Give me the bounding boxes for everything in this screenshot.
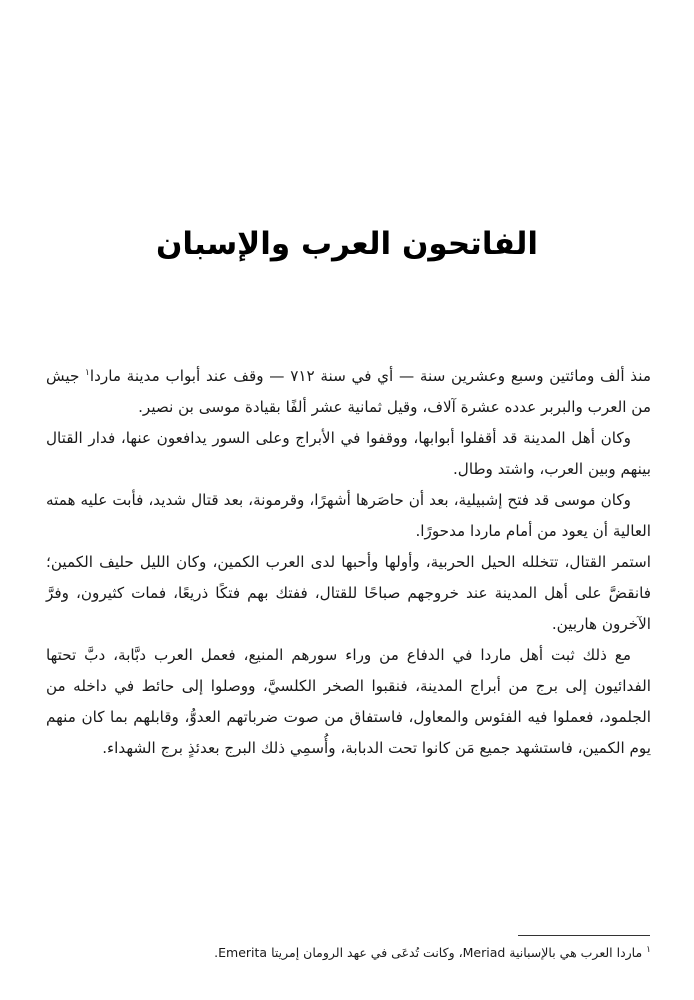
- paragraph-2: وكان أهل المدينة قد أقفلوا أبوابها، ووقفوا في الأبراج وعلى السور يدافعون عنها، فدار القتال بينهم وبين العرب، واشتد وطال.: [46, 429, 651, 478]
- footnote: [40, 942, 651, 964]
- paragraph-1-text: منذ ألف ومائتين وسبع وعشرين سنة — أي في سنة ٧١٢ — وقف عند أبواب مدينة ماردا: [89, 367, 651, 385]
- chapter-body: [46, 361, 651, 764]
- chapter-title: الفاتحون العرب والإسبان: [155, 226, 539, 262]
- footnote-number: ١: [646, 944, 651, 955]
- paragraph-5: مع ذلك ثبت أهل ماردا في الدفاع من وراء سورهم المنيع، فعمل العرب دبَّابة، دبَّ تحتها الفدائيون إلى برج من أبراج المدينة، فنقبوا الصخر الكلسيَّ، ووصلوا إلى حائط في داخله من الجلمود، فعملوا فيه الفئوس والمعاول، فاستفاق من صوت ضرباتهم العدوُّ، وقابلهم بما كان منهم يوم الكمين، فاستشهد جميع مَن كانوا تحت الدبابة، وأُسمِي ذلك البرج بعدئذٍ برج الشهداء.: [46, 646, 651, 757]
- paragraph-4: استمر القتال، تتخلله الحيل الحربية، وأولها وأحبها لدى العرب الكمين، وكان الليل حليف الكمين؛ فانقضَّ على أهل المدينة عند خروجهم صباحًا للقتال، ففتك بهم فتكًا ذريعًا، فمات كثيرون، وفرَّ الآخرون هاربين.: [46, 553, 651, 633]
- footnote-divider: [518, 935, 650, 936]
- footnote-text: ماردا العرب هي بالإسبانية Meriad، وكانت تُدعَى في عهد الرومان إمريتا Emerita.: [214, 945, 647, 960]
- footnote-reference: ١: [85, 367, 90, 378]
- paragraph-1: [46, 361, 651, 423]
- paragraph-3: وكان موسى قد فتح إشبيلية، بعد أن حاصَرها أشهرًا، وقرمونة، بعد قتال شديد، فأبت عليه همته العالية أن يعود من أمام ماردا مدحورًا.: [46, 491, 651, 540]
- paragraph-1-text-continued: جيش من العرب والبربر عدده عشرة آلاف، وقيل ثمانية عشر ألفًا بقيادة موسى بن نصير.: [46, 367, 651, 416]
